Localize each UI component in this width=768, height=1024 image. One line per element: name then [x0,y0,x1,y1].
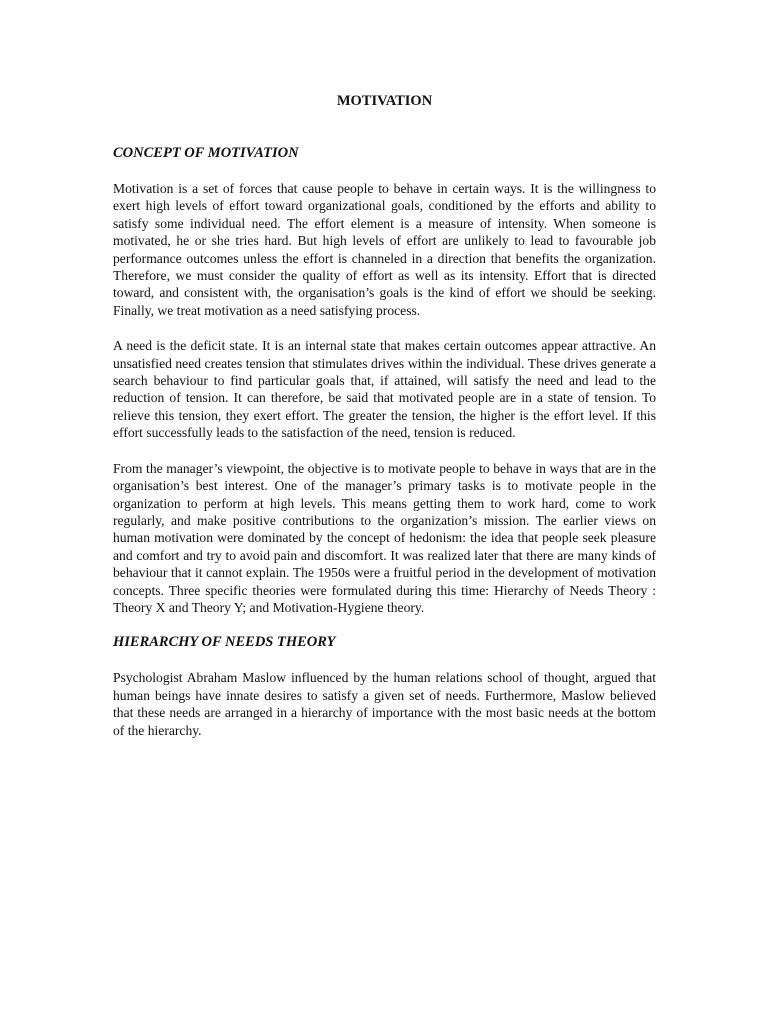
paragraph: A need is the deficit state. It is an internal state that makes certain outcomes appear attractive. An unsatisfied need creates tension that stimulates drives within the individual. These drives generate a search behaviour to find particular goals that, if attained, will satisfy the need and lead to the reduction of tension. It can therefore, be said that motivated people are in a state of tension. To relieve this tension, they exert effort. The greater the tension, the higher is the effort level. If this effort successfully leads to the satisfaction of the need, tension is reduced. [113,338,656,441]
paragraph: Motivation is a set of forces that cause people to behave in certain ways. It is the willingness to exert high levels of effort toward organizational goals, conditioned by the efforts and ability to satisfy some individual need. The effort element is a measure of intensity. When someone is motivated, he or she tries hard. But high levels of effort are unlikely to lead to favourable job performance outcomes unless the effort is channeled in a direction that benefits the organization. Therefore, we must consider the quality of effort as well as its intensity. Effort that is directed toward, and consistent with, the organisation’s goals is the kind of effort we should be seeking. Finally, we treat motivation as a need satisfying process. [113,181,656,318]
section-heading: CONCEPT OF MOTIVATION [113,145,299,161]
paragraph: From the manager’s viewpoint, the objective is to motivate people to behave in ways that are in the organisation’s best interest. One of the manager’s primary tasks is to motivate people in the organization to perform at high levels. This means getting them to work hard, come to work regularly, and make positive contributions to the organization’s mission. The earlier views on human motivation were dominated by the concept of hedonism: the idea that people seek pleasure and comfort and try to avoid pain and discomfort. It was realized later that there are many kinds of behaviour that it cannot explain. The 1950s were a fruitful period in the development of motivation concepts. Three specific theories were formulated during this time: Hierarchy of Needs Theory : Theory X and Theory Y; and Motivation-Hygiene theory. [113,460,656,615]
document-title: MOTIVATION [336,93,433,109]
paragraph: Psychologist Abraham Maslow influenced by the human relations school of thought, argued that human beings have innate desires to satisfy a given set of needs. Furthermore, Maslow believed that these needs are arranged in a hierarchy of importance with the most basic needs at the bottom of the hierarchy. [113,670,656,738]
section-hierarchy-of-needs-theory [113,633,656,739]
section-concept-of-motivation [113,144,656,616]
section-heading: HIERARCHY OF NEEDS THEORY [113,634,336,651]
